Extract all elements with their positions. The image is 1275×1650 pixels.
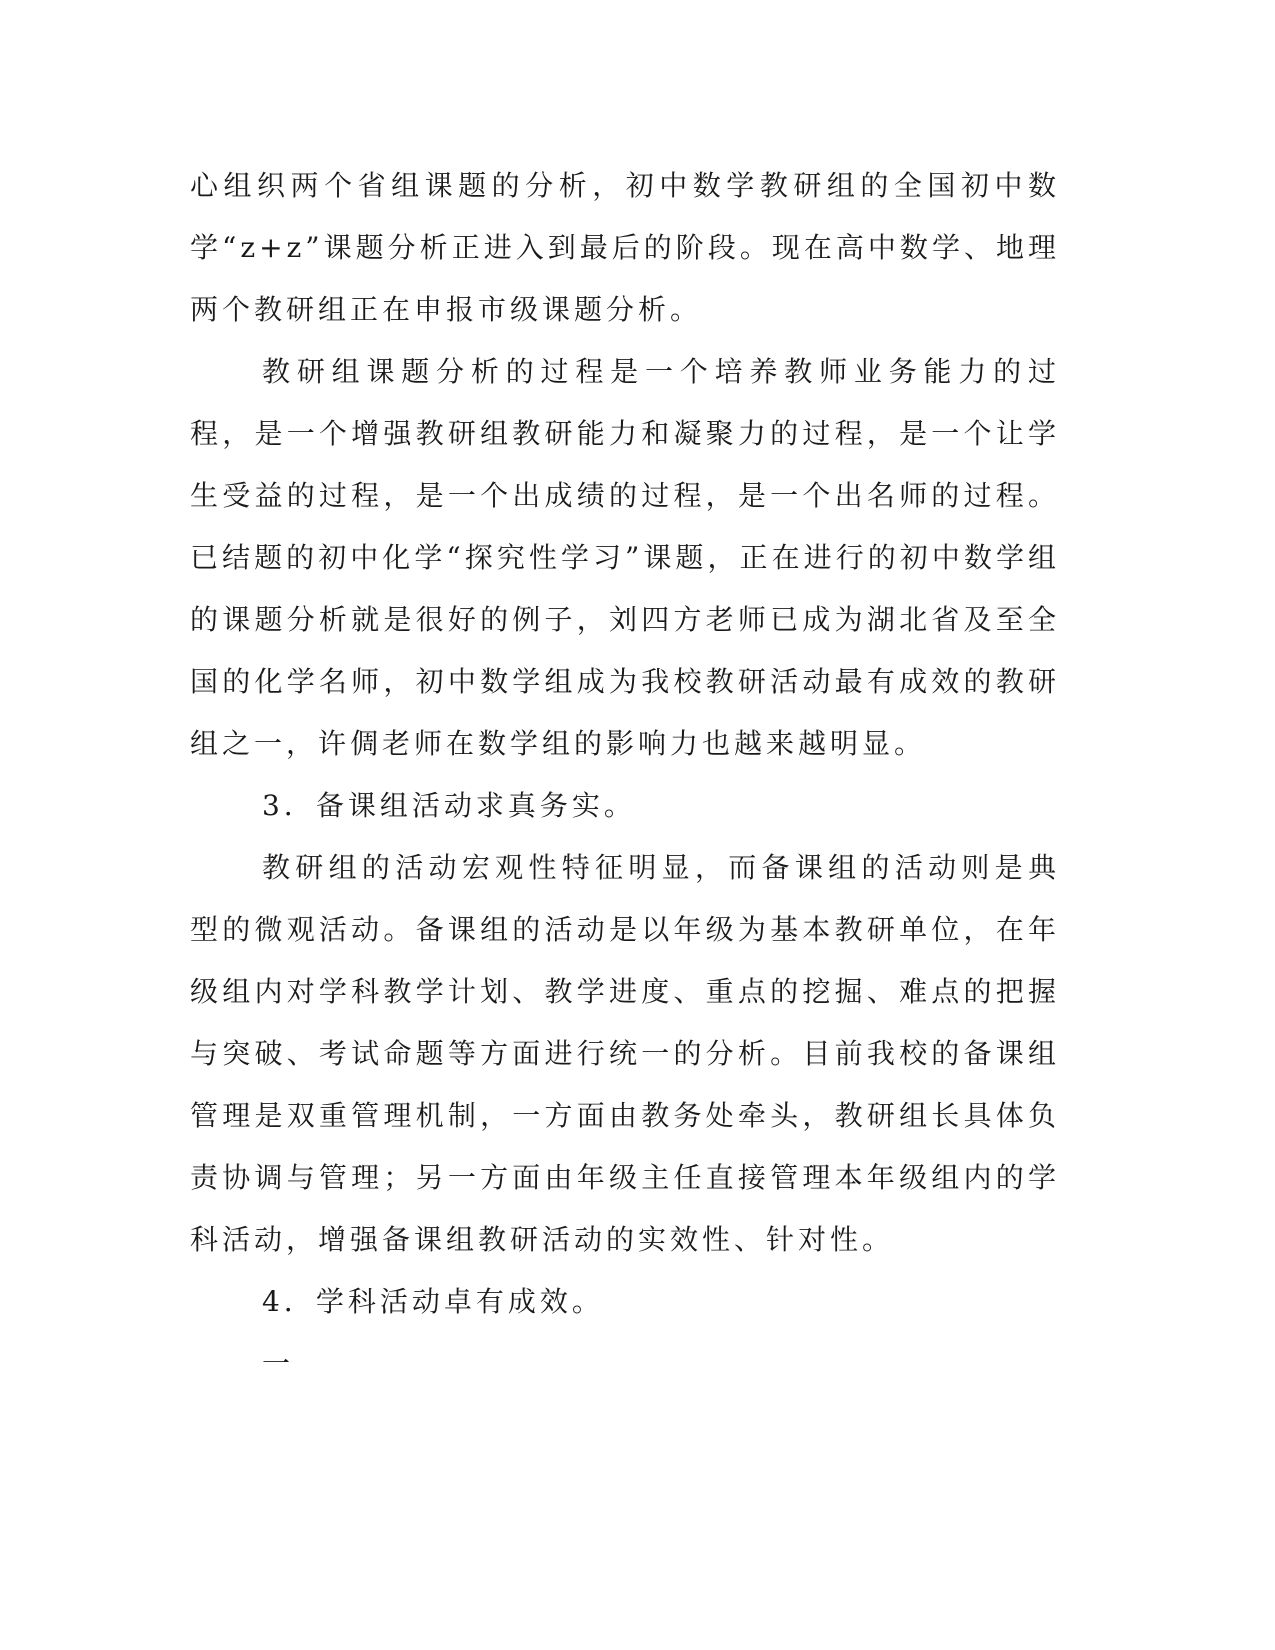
document-body [190, 155, 1060, 1395]
paragraph-research-process: 教研组课题分析的过程是一个培养教师业务能力的过程，是一个增强教研组教研能力和凝聚力的过程，是一个让学生受益的过程，是一个出成绩的过程，是一个出名师的过程。已结题的初中化学“探究性学习”课题，正在进行的初中数学组的课题分析就是很好的例子，刘四方老师已成为湖北省及至全国的化学名师，初中数学组成为我校教研活动最有成效的教研组之一，许倜老师在数学组的影响力也越来越明显。 [190, 355, 1060, 760]
heading-item-4: 4．学科活动卓有成效。 [262, 1285, 604, 1318]
paragraph-continuation: 心组织两个省组课题的分析，初中数学教研组的全国初中数学“z+z”课题分析正进入到最后的阶段。现在高中数学、地理两个教研组正在申报市级课题分析。 [190, 169, 1060, 326]
paragraph-lesson-prep-groups: 教研组的活动宏观性特征明显，而备课组的活动则是典型的微观活动。备课组的活动是以年级为基本教研单位，在年级组内对学科教学计划、教学进度、重点的挖掘、难点的把握与突破、考试命题等方面进行统一的分析。目前我校的备课组管理是双重管理机制，一方面由教务处牵头，教研组长具体负责协调与管理；另一方面由年级主任直接管理本年级组内的学科活动，增强备课组教研活动的实效性、针对性。 [190, 851, 1060, 1256]
heading-item-3: 3．备课组活动求真务实。 [262, 789, 636, 822]
paragraph-fragment: 一 [262, 1347, 295, 1380]
